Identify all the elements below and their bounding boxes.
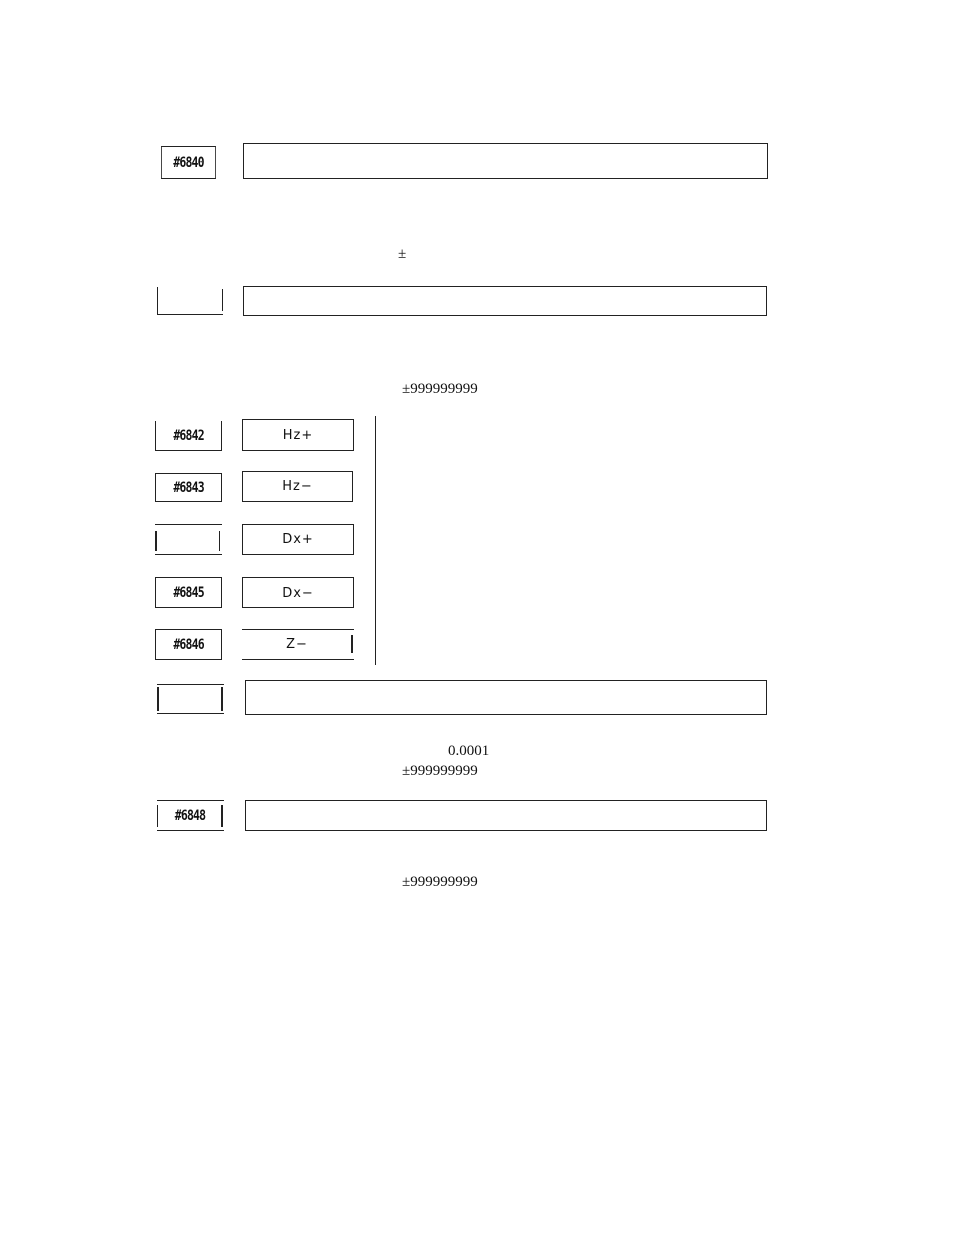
param-6842-label: #6842 — [173, 427, 204, 444]
signal-dx-minus-label: Dx− — [282, 585, 314, 601]
param-6848-label-wrap — [163, 801, 217, 830]
signal-dx-minus-box — [242, 577, 354, 608]
signal-hz-minus-label: Hz− — [282, 479, 313, 494]
signal-dx-minus-underline — [242, 607, 354, 608]
signal-hz-minus-box — [242, 471, 353, 502]
signal-z-minus-label-wrap — [242, 630, 352, 659]
param-6841-right-edge — [222, 289, 223, 311]
signal-hz-plus-label: Hz+ — [282, 427, 314, 443]
param-6848-right-edge — [221, 805, 223, 827]
param-6840-box — [161, 146, 216, 179]
param-6844-box — [155, 524, 222, 555]
param-6843-label: #6843 — [173, 479, 204, 496]
param-6846-label: #6846 — [173, 636, 204, 653]
param-6840-label: #6840 — [173, 154, 204, 171]
signal-dx-plus-box — [242, 524, 354, 555]
param-6842-box — [155, 421, 222, 451]
unit-note: 0.0001 — [448, 743, 490, 759]
signal-hz-plus-box — [242, 419, 354, 450]
param-6841-box — [157, 287, 223, 315]
range-note-2: ±999999999 — [402, 763, 478, 779]
param-6847-right-edge — [221, 687, 223, 711]
param-6841-description-box — [243, 286, 767, 316]
param-6844-left-edge — [155, 531, 157, 551]
range-note-1: ±999999999 — [402, 381, 478, 397]
param-6848-left-edge — [157, 805, 158, 827]
signal-hz-plus-underline — [242, 450, 354, 451]
param-6846-box — [155, 629, 222, 660]
param-6848-description-box — [245, 800, 767, 831]
param-6844-right-edge — [219, 531, 220, 551]
param-6847-box — [157, 684, 224, 714]
plus-minus-note: ± — [398, 246, 407, 262]
signal-z-minus-box — [242, 629, 354, 660]
param-6847-description-box — [245, 680, 767, 715]
param-6843-box — [155, 473, 222, 502]
signal-group-divider — [375, 416, 376, 665]
param-6845-label: #6845 — [173, 584, 204, 601]
param-6848-label: #6848 — [174, 807, 206, 824]
param-6847-left-edge — [157, 687, 159, 711]
param-6840-description-box — [243, 143, 768, 179]
signal-dx-plus-label: Dx+ — [282, 532, 314, 547]
range-note-3: ±999999999 — [402, 874, 478, 890]
param-6848-box — [157, 800, 224, 831]
param-6845-box — [155, 577, 222, 608]
signal-z-minus-label: Z− — [286, 637, 308, 652]
